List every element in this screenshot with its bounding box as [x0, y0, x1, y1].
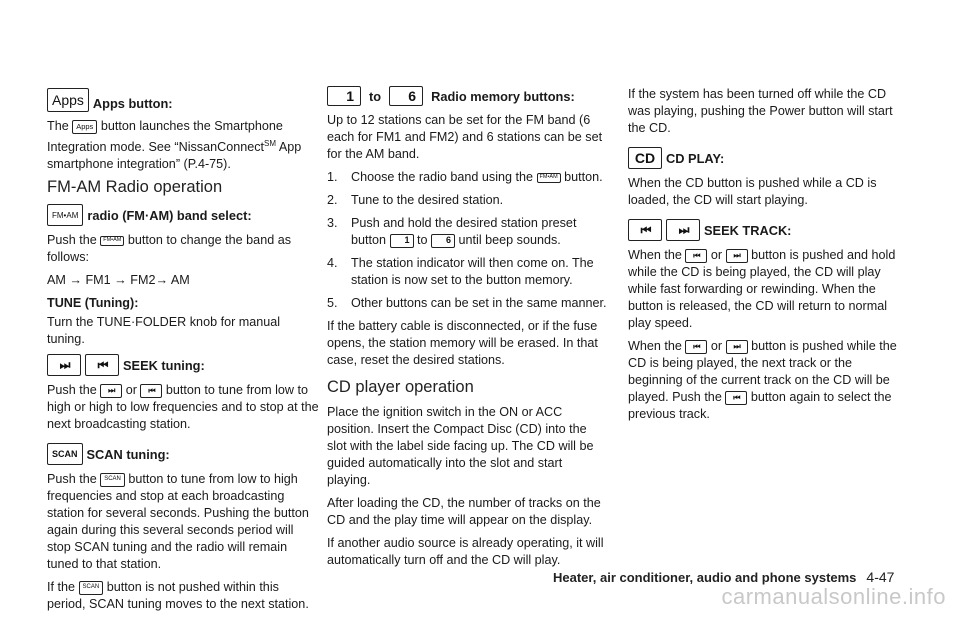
- tune-paragraph: Turn the TUNE·FOLDER knob for manual tuning.: [47, 315, 281, 347]
- page-number: 4-47: [866, 569, 895, 585]
- cdplay-paragraph: When the CD button is pushed while a CD is loaded, the CD will start playing.: [628, 176, 877, 207]
- scan-heading: [47, 443, 319, 465]
- seek-heading: [47, 354, 319, 376]
- cdplay-heading: [628, 147, 899, 169]
- seek-paragraph: Push the ⏭ or ⏮ button to tune from low to high or high to low frequencies and to stop at the next broadcasting station.: [47, 383, 319, 432]
- column-3: [628, 86, 899, 429]
- fmam-section-title: FM-AM Radio operation: [47, 178, 223, 197]
- fmam-key-inline-icon: FM•AM: [537, 173, 561, 183]
- seektrack-title: SEEK TRACK:: [704, 222, 792, 238]
- fmam-title: radio (FM·AM) band select:: [87, 207, 252, 223]
- prev-track-key-icon: ⏮: [628, 219, 662, 241]
- memory-paragraph: Up to 12 stations can be set for the FM band (6 each for FM1 and FM2) and 6 stations can be set for the AM band.: [327, 113, 603, 161]
- seektrack-paragraph-2: When the ⏮ or ⏭ button is pushed while the CD is being played, the next track or the beginning of the current track on the CD will be played. Push the ⏮ button again to select the previous track.: [628, 339, 897, 421]
- footer-section-title: Heater, air conditioner, audio and phone systems: [553, 570, 857, 585]
- prev-track-inline-icon: ⏮: [725, 391, 747, 405]
- scan-paragraph-1: Push the SCAN button to tune from low to high frequencies and stop at each broadcasting station for several seconds. Pushing the button again during this several seconds period will stop SCAN tuning and the radio will remain tuned to that station.: [47, 472, 309, 572]
- prev-track-inline-icon: ⏮: [685, 340, 707, 354]
- preset-1-key-icon: 1: [327, 86, 361, 106]
- apps-key-icon: Apps: [47, 88, 89, 112]
- apps-heading: [47, 88, 319, 112]
- memory-title: Radio memory buttons:: [431, 88, 575, 104]
- prev-track-key-icon: ⏮: [85, 354, 119, 376]
- cd-paragraph-1: Place the ignition switch in the ON or ACC position. Insert the Compact Disc (CD) into the slot with the label side facing up. The CD will be guided automatically into the slot and start playing.: [327, 405, 594, 487]
- prev-track-inline-icon: ⏮: [685, 249, 707, 263]
- cdplay-title: CD PLAY:: [666, 150, 725, 166]
- page-footer: [553, 569, 894, 585]
- fmam-paragraph: Push the FM•AM button to change the band as follows:: [47, 233, 291, 265]
- fmam-heading: [47, 204, 319, 226]
- band-sequence: AM → FM1 → FM2→ AM: [47, 273, 190, 288]
- apps-key-inline-icon: Apps: [72, 120, 97, 134]
- next-track-key-icon: ⏭: [666, 219, 700, 241]
- column-2: [327, 86, 608, 575]
- scan-key-icon: SCAN: [47, 443, 83, 465]
- seektrack-paragraph-1: When the ⏮ or ⏭ button is pushed and hold while the CD is being played, the CD will play while fast forwarding or rewinding. When the button is released, the CD will return to normal play speed.: [628, 248, 896, 330]
- next-track-inline-icon: ⏭: [726, 340, 748, 354]
- fmam-key-icon: FM•AM: [47, 204, 83, 226]
- seek-title: SEEK tuning:: [123, 357, 205, 373]
- next-track-inline-icon: ⏭: [726, 249, 748, 263]
- list-item: 4. The station indicator will then come on. The station is now set to the button memory.: [327, 256, 594, 287]
- power-off-paragraph: If the system has been turned off while the CD was playing, pushing the Power button will start the CD.: [628, 87, 893, 135]
- scan-key-inline-icon: SCAN: [79, 581, 104, 595]
- scan-title: SCAN tuning:: [86, 446, 170, 462]
- next-track-inline-icon: ⏭: [100, 384, 122, 398]
- memory-heading: 1 to 6 Radio memory buttons:: [327, 86, 608, 106]
- next-track-key-icon: ⏭: [47, 354, 81, 376]
- cd-paragraph-3: If another audio source is already operating, it will automatically turn off and the CD will play.: [327, 536, 604, 567]
- cd-section-title: CD player operation: [327, 378, 474, 396]
- battery-paragraph: If the battery cable is disconnected, or if the fuse opens, the station memory will be erased. In that case, reset the desired stations.: [327, 319, 598, 367]
- cd-paragraph-2: After loading the CD, the number of tracks on the CD and the play time will appear on the display.: [327, 496, 601, 527]
- preset-6-inline-icon: 6: [431, 234, 455, 248]
- list-item: 3. Push and hold the desired station preset button 1 to 6 until beep sounds.: [327, 216, 577, 247]
- prev-track-inline-icon: ⏮: [140, 384, 162, 398]
- list-item: 5. Other buttons can be set in the same manner.: [327, 296, 607, 310]
- scan-key-inline-icon: SCAN: [100, 473, 125, 487]
- column-1: [47, 88, 319, 619]
- tune-title: TUNE (Tuning):: [47, 296, 139, 311]
- preset-6-key-icon: 6: [389, 86, 423, 106]
- preset-1-inline-icon: 1: [390, 234, 414, 248]
- memory-steps: [327, 169, 608, 312]
- list-item: 1. Choose the radio band using the FM•AM button.: [327, 170, 603, 184]
- apps-title: Apps button:: [92, 96, 173, 111]
- apps-paragraph: The Apps button launches the Smartphone Integration mode. See “NissanConnect℠ App smartphone integration” (P.4-75).: [47, 119, 302, 172]
- list-item: 2. Tune to the desired station.: [327, 193, 504, 207]
- scan-paragraph-2: If the SCAN button is not pushed within this period, SCAN tuning moves to the next station.: [47, 580, 309, 612]
- cd-key-icon: CD: [628, 147, 662, 169]
- watermark: carmanualsonline.info: [721, 584, 946, 609]
- seektrack-heading: [628, 219, 899, 241]
- fmam-key-inline-icon: FM•AM: [100, 236, 124, 246]
